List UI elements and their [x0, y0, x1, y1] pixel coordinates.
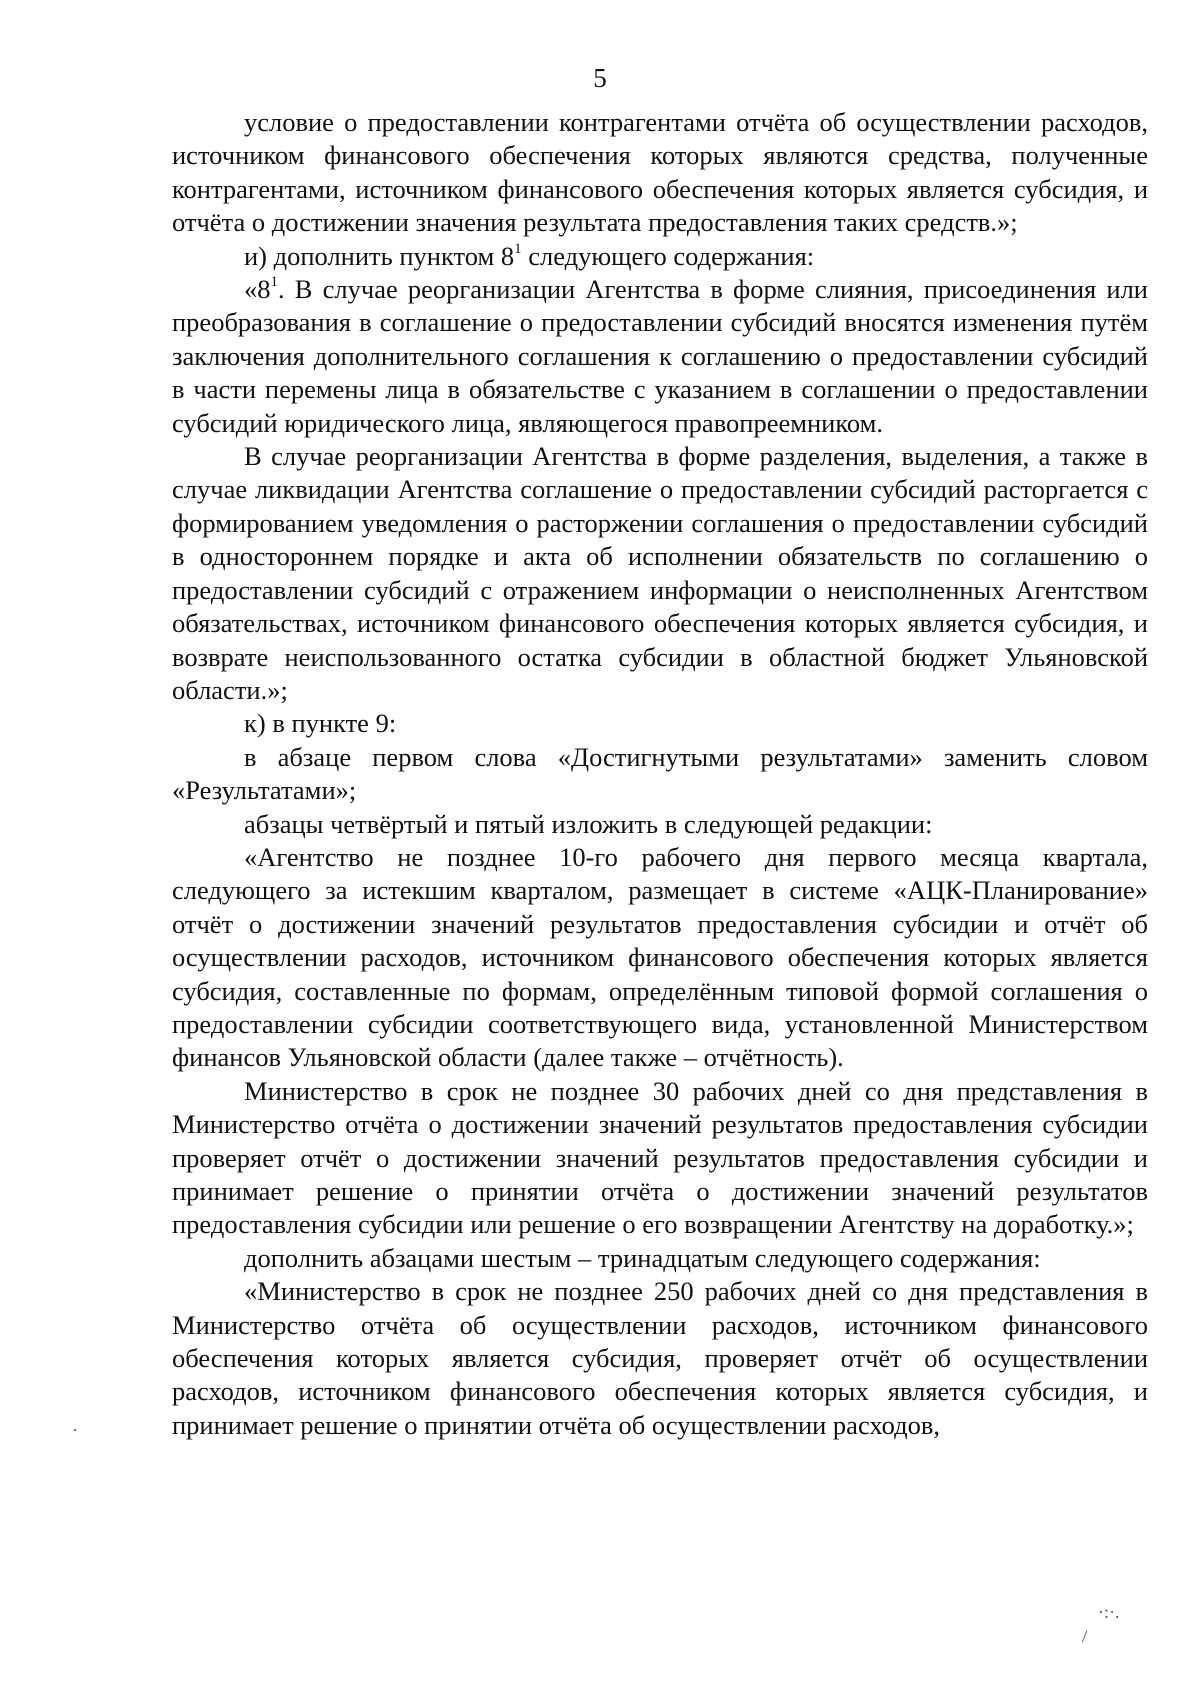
paragraph: «Министерство в срок не позднее 250 рабочих дней со дня представления в Министерство отчёта об осуществлении расходов, источником финансового обеспечения которых является субсидия, проверяет отчёт об осуществлении расходов, источником финансового обеспечения которых является субсидия, и принимает решение о принятии отчёта об осуществлении расходов, [172, 1276, 1148, 1440]
superscript: 1 [270, 274, 278, 291]
paragraph: Министерство в срок не позднее 30 рабочих дней со дня представления в Министерство отчёта о достижении значений результатов предоставления субсидии проверяет отчёт о достижении значений результатов предоставления субсидии и принимает решение о принятии отчёта о достижении значений результатов предоставления субсидии или решение о его возвращении Агентству на доработку.»; [172, 1075, 1148, 1240]
paragraph: дополнить абзацами шестым – тринадцатым следующего содержания: [244, 1242, 1041, 1273]
paragraph [172, 273, 1148, 440]
paragraph-text: и) дополнить пунктом 8 [244, 240, 515, 271]
paragraph: к) в пункте 9: [244, 708, 397, 739]
paragraph-text: . В случае реорганизации Агентства в форме слияния, присоединения или преобразования в соглашение о предоставлении субсидий вносятся изменения путём заключения дополнительного соглашения к соглашению о предоставлении субсидий в части перемены лица в обязательстве с указанием в соглашении о предоставлении субсидий юридического лица, являющегося правопреемником. [172, 274, 1148, 438]
document-body [172, 106, 1148, 1442]
paragraph: «Агентство не позднее 10-го рабочего дня первого месяца квартала, следующего за истекшим кварталом, размещает в системе «АЦК-Планирование» отчёт о достижении значений результатов предоставления субсидии и отчёт об осуществлении расходов, источником финансового обеспечения которых является субсидия, составленные по формам, определённым типовой формой соглашения о предоставлении субсидии соответствующего вида, установленной Министерством финансов Ульяновской области (далее также – отчётность). [172, 841, 1148, 1073]
superscript: 1 [514, 240, 522, 257]
paragraph: В случае реорганизации Агентства в форме разделения, выделения, а также в случае ликвидации Агентства соглашение о предоставлении субсидий расторгается с формированием уведомления о расторжении соглашения о предоставлении субсидий в одностороннем порядке и акта об исполнении обязательств по соглашению о предоставлении субсидий с отражением информации о неисполненных Агентством обязательствах, источником финансового обеспечения которых является субсидия, и возврате неиспользованного остатка субсидии в областной бюджет Ульяновской области.»; [172, 441, 1148, 705]
page-number: 5 [593, 63, 607, 93]
paragraph: абзацы четвёртый и пятый изложить в следующей редакции: [244, 808, 933, 839]
paragraph-text: «8 [244, 274, 271, 305]
paragraph: условие о предоставлении контрагентами отчёта об осуществлении расходов, источником финансового обеспечения которых являются средства, полученные контрагентами, источником финансового обеспечения которых является субсидия, и отчёта о достижении значения результата предоставления таких средств.»; [172, 107, 1148, 238]
scan-artifact: · [72, 1420, 78, 1440]
paragraph-text: следующего содержания: [521, 240, 815, 271]
paragraph: в абзаце первом слова «Достигнутыми результатами» заменить словом «Результатами»; [172, 741, 1148, 806]
paragraph [172, 240, 1148, 273]
scan-artifact: ·:·. [1098, 1602, 1120, 1622]
scan-artifact: \ [1076, 1626, 1094, 1646]
